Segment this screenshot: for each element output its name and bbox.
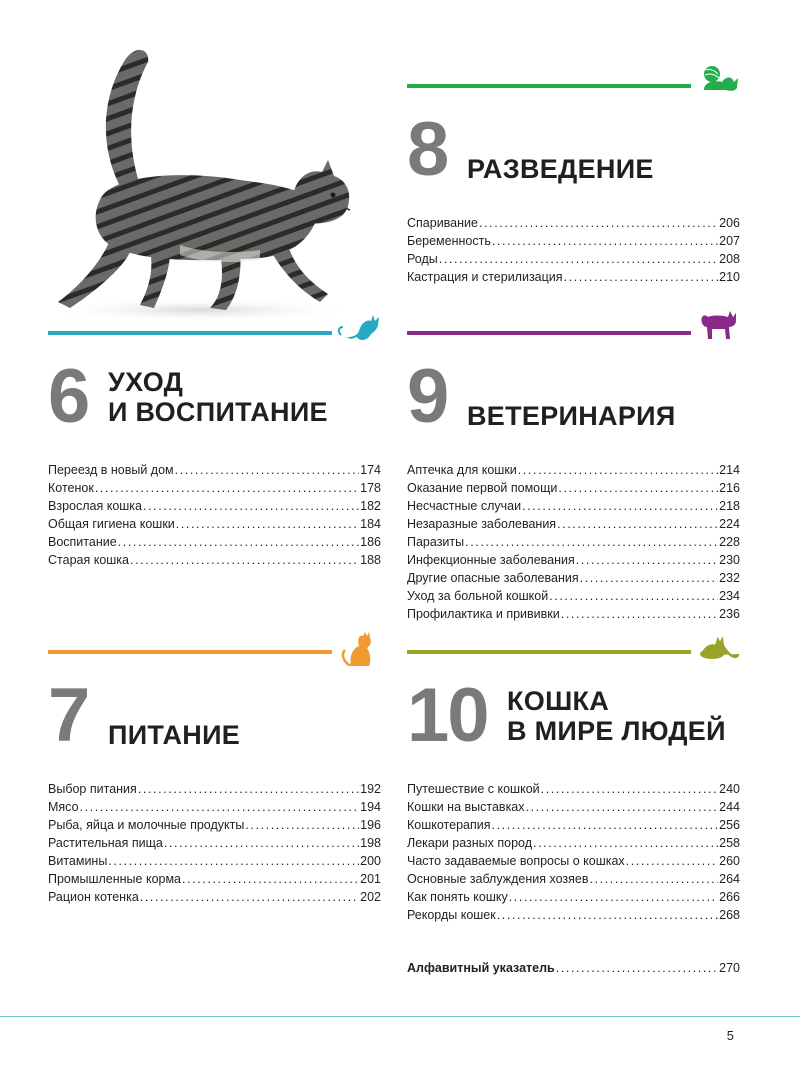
toc-leader-dots	[558, 479, 718, 497]
section-8-heading	[407, 107, 747, 192]
toc-page: 260	[719, 854, 740, 868]
toc-label: Кастрация и стерилизация	[407, 270, 563, 284]
toc-entry[interactable]	[48, 798, 381, 816]
toc-entry[interactable]	[48, 551, 381, 569]
section-title-line: УХОД	[108, 367, 184, 397]
toc-page: 270	[719, 961, 740, 975]
sitting-cat-icon	[696, 628, 740, 660]
toc-page: 184	[360, 517, 381, 531]
section-number: 9	[407, 354, 448, 439]
toc-label: Рацион котенка	[48, 890, 139, 904]
section-8-toc	[407, 214, 740, 286]
toc-leader-dots	[590, 870, 719, 888]
toc-leader-dots	[541, 780, 719, 798]
toc-leader-dots	[118, 533, 359, 551]
section-title-line: И ВОСПИТАНИЕ	[108, 397, 328, 427]
toc-page: 234	[719, 589, 740, 603]
toc-page: 188	[360, 553, 381, 567]
section-title	[108, 359, 328, 435]
toc-label: Основные заблуждения хозяев	[407, 872, 589, 886]
toc-page: 268	[719, 908, 740, 922]
toc-page: 228	[719, 535, 740, 549]
toc-leader-dots	[138, 780, 359, 798]
section-title	[467, 112, 654, 188]
toc-entry[interactable]	[48, 780, 381, 798]
toc-entry[interactable]	[407, 268, 740, 286]
toc-label: Паразиты	[407, 535, 465, 549]
toc-label: Рекорды кошек	[407, 908, 496, 922]
toc-entry[interactable]	[407, 798, 740, 816]
toc-page: 256	[719, 818, 740, 832]
toc-page: 201	[360, 872, 381, 886]
toc-leader-dots	[556, 959, 718, 977]
toc-leader-dots	[80, 798, 360, 816]
toc-label: Уход за больной кошкой	[407, 589, 549, 603]
section-10-rule	[407, 650, 691, 654]
toc-leader-dots	[564, 268, 719, 286]
toc-label: Старая кошка	[48, 553, 129, 567]
toc-label: Растительная пища	[48, 836, 163, 850]
toc-entry[interactable]	[407, 587, 740, 605]
toc-label: Промышленные корма	[48, 872, 182, 886]
toc-entry[interactable]	[407, 906, 740, 924]
toc-label: Часто задаваемые вопросы о кошках	[407, 854, 625, 868]
section-10-heading	[407, 673, 787, 758]
toc-page: 198	[360, 836, 381, 850]
toc-page: 200	[360, 854, 381, 868]
toc-leader-dots	[576, 551, 718, 569]
toc-page: 186	[360, 535, 381, 549]
toc-entry[interactable]	[48, 533, 381, 551]
toc-label: Мясо	[48, 800, 79, 814]
toc-leader-dots	[439, 250, 718, 268]
toc-entry[interactable]	[407, 569, 740, 587]
toc-label: Несчастные случаи	[407, 499, 522, 513]
toc-entry[interactable]	[48, 816, 381, 834]
toc-page: 264	[719, 872, 740, 886]
section-9-toc	[407, 461, 740, 623]
toc-label: Инфекционные заболевания	[407, 553, 575, 567]
section-title-line: КОШКА	[507, 686, 610, 716]
toc-entry[interactable]	[48, 870, 381, 888]
section-9-rule	[407, 331, 691, 335]
toc-leader-dots	[176, 515, 359, 533]
toc-entry[interactable]	[407, 816, 740, 834]
toc-page: 207	[719, 234, 740, 248]
toc-entry[interactable]	[407, 605, 740, 623]
toc-page: 244	[719, 800, 740, 814]
toc-label: Алфавитный указатель	[407, 961, 555, 975]
toc-page: 232	[719, 571, 740, 585]
toc-leader-dots	[143, 497, 359, 515]
toc-entry[interactable]	[407, 870, 740, 888]
toc-page: 258	[719, 836, 740, 850]
toc-label: Лекари разных пород	[407, 836, 533, 850]
toc-label: Воспитание	[48, 535, 117, 549]
toc-label: Как понять кошку	[407, 890, 508, 904]
toc-leader-dots	[518, 461, 718, 479]
section-title	[507, 678, 726, 754]
toc-label: Другие опасные заболевания	[407, 571, 579, 585]
toc-leader-dots	[182, 870, 359, 888]
toc-entry[interactable]	[407, 232, 740, 250]
toc-leader-dots	[245, 816, 359, 834]
section-7-rule	[48, 650, 332, 654]
toc-entry[interactable]	[407, 461, 740, 479]
toc-leader-dots	[108, 852, 359, 870]
toc-leader-dots	[95, 479, 359, 497]
toc-entry[interactable]	[48, 852, 381, 870]
toc-page: 240	[719, 782, 740, 796]
section-title	[108, 678, 240, 754]
toc-leader-dots	[561, 605, 718, 623]
toc-leader-dots	[533, 834, 718, 852]
toc-label: Котенок	[48, 481, 94, 495]
toc-entry[interactable]	[48, 461, 381, 479]
section-number: 8	[407, 107, 448, 192]
section-number: 6	[48, 354, 89, 439]
section-title-line: РАЗВЕДЕНИЕ	[467, 154, 654, 184]
toc-page: 182	[360, 499, 381, 513]
toc-entry[interactable]	[407, 533, 740, 551]
toc-page: 210	[719, 270, 740, 284]
page-number: 5	[726, 1028, 734, 1043]
toc-leader-dots	[465, 533, 718, 551]
toc-label: Витамины	[48, 854, 108, 868]
toc-page: 266	[719, 890, 740, 904]
section-10-toc	[407, 780, 740, 924]
section-number: 10	[407, 673, 488, 758]
toc-entry[interactable]	[48, 515, 381, 533]
toc-label: Выбор питания	[48, 782, 137, 796]
toc-label: Профилактика и прививки	[407, 607, 560, 621]
toc-page: 194	[360, 800, 381, 814]
toc-page: 196	[360, 818, 381, 832]
section-number: 7	[48, 673, 89, 758]
section-8-rule	[407, 84, 691, 88]
toc-leader-dots	[549, 587, 718, 605]
toc-label: Рыба, яйца и молочные продукты	[48, 818, 245, 832]
toc-leader-dots	[164, 834, 359, 852]
toc-entry[interactable]	[407, 852, 740, 870]
toc-label: Аптечка для кошки	[407, 463, 517, 477]
section-9-heading	[407, 354, 747, 439]
toc-entry[interactable]	[407, 834, 740, 852]
toc-label: Незаразные заболевания	[407, 517, 557, 531]
standing-cat-icon	[696, 309, 740, 341]
toc-entry[interactable]	[48, 834, 381, 852]
section-7-toc	[48, 780, 381, 906]
toc-page: 174	[360, 463, 381, 477]
toc-label: Взрослая кошка	[48, 499, 142, 513]
section-7-heading	[48, 673, 388, 758]
section-title	[467, 359, 676, 435]
index-entry[interactable]	[407, 959, 740, 977]
toc-page: 202	[360, 890, 381, 904]
toc-entry[interactable]	[407, 497, 740, 515]
toc-page: 230	[719, 553, 740, 567]
toc-label: Переезд в новый дом	[48, 463, 174, 477]
toc-leader-dots	[557, 515, 718, 533]
footer-rule	[0, 1016, 800, 1017]
toc-page: 218	[719, 499, 740, 513]
toc-leader-dots	[626, 852, 718, 870]
toc-leader-dots	[479, 214, 718, 232]
sitting-cat-icon	[337, 630, 381, 666]
toc-leader-dots	[175, 461, 360, 479]
toc-leader-dots	[497, 906, 718, 924]
section-6-heading	[48, 354, 388, 439]
toc-label: Общая гигиена кошки	[48, 517, 175, 531]
toc-label: Спаривание	[407, 216, 478, 230]
index-toc	[407, 959, 740, 977]
cat-with-yarn-icon	[696, 62, 740, 94]
toc-leader-dots	[492, 232, 718, 250]
toc-page: 192	[360, 782, 381, 796]
toc-label: Оказание первой помощи	[407, 481, 558, 495]
toc-entry[interactable]	[48, 888, 381, 906]
toc-leader-dots	[580, 569, 719, 587]
toc-page: 224	[719, 517, 740, 531]
toc-entry[interactable]	[407, 515, 740, 533]
section-title-line: В МИРЕ ЛЮДЕЙ	[507, 716, 726, 746]
toc-entry[interactable]	[48, 497, 381, 515]
toc-page: 214	[719, 463, 740, 477]
toc-leader-dots	[526, 798, 719, 816]
toc-entry[interactable]	[407, 214, 740, 232]
toc-page: 236	[719, 607, 740, 621]
toc-leader-dots	[140, 888, 359, 906]
toc-page: 216	[719, 481, 740, 495]
toc-page: 206	[719, 216, 740, 230]
toc-label: Путешествие с кошкой	[407, 782, 540, 796]
toc-label: Кошкотерапия	[407, 818, 491, 832]
toc-entry[interactable]	[407, 479, 740, 497]
toc-leader-dots	[509, 888, 718, 906]
sitting-cat-icon	[337, 309, 381, 341]
toc-entry[interactable]	[407, 250, 740, 268]
toc-label: Беременность	[407, 234, 491, 248]
toc-page: 208	[719, 252, 740, 266]
toc-leader-dots	[130, 551, 359, 569]
toc-entry[interactable]	[407, 888, 740, 906]
section-6-rule	[48, 331, 332, 335]
toc-entry[interactable]	[48, 479, 381, 497]
toc-label: Кошки на выставках	[407, 800, 525, 814]
walking-cat-photo	[30, 40, 370, 330]
toc-entry[interactable]	[407, 780, 740, 798]
section-6-toc	[48, 461, 381, 569]
section-title-line: ВЕТЕРИНАРИЯ	[467, 401, 676, 431]
section-title-line: ПИТАНИЕ	[108, 720, 241, 750]
toc-entry[interactable]	[407, 551, 740, 569]
toc-page: 178	[360, 481, 381, 495]
toc-leader-dots	[492, 816, 719, 834]
toc-label: Роды	[407, 252, 438, 266]
toc-leader-dots	[522, 497, 718, 515]
